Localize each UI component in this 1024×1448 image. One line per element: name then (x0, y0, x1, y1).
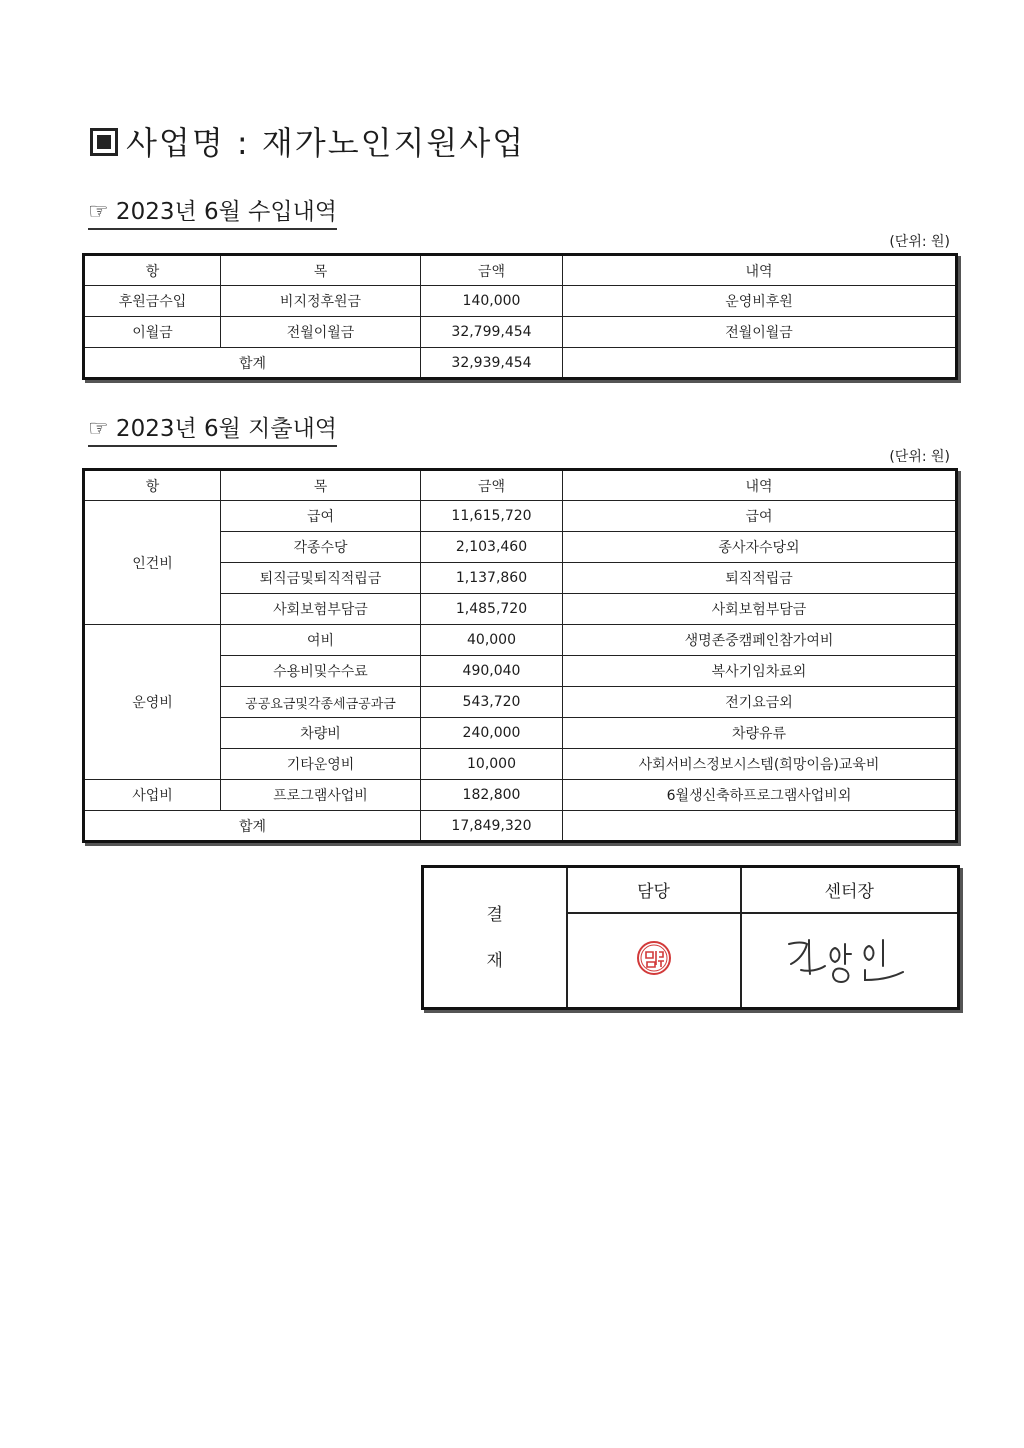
cell-amount: 10,000 (421, 749, 563, 780)
cell-mok: 여비 (221, 625, 421, 656)
cell-mok: 퇴직금및퇴직적립금 (221, 563, 421, 594)
cell-mok: 차량비 (221, 718, 421, 749)
cell-amount: 2,103,460 (421, 532, 563, 563)
page-title (90, 118, 525, 164)
expense-table (82, 468, 958, 843)
total-label: 합계 (84, 811, 421, 842)
cell-detail: 사회서비스정보시스템(희망이음)교육비 (563, 749, 957, 780)
approval-header-manager: 담당 (567, 867, 741, 913)
approval-label-bottom: 재 (486, 950, 503, 971)
table-header-row (84, 470, 957, 501)
cell-hang: 후원금수입 (84, 286, 221, 317)
cell-mok: 프로그램사업비 (221, 780, 421, 811)
cell-detail: 복사기임차료외 (563, 656, 957, 687)
cell-amount: 543,720 (421, 687, 563, 718)
cell-amount: 40,000 (421, 625, 563, 656)
cell-detail: 전월이월금 (563, 317, 957, 348)
cell-detail: 생명존중캠페인참가여비 (563, 625, 957, 656)
business-name: 재가노인지원사업 (261, 124, 526, 162)
header-amount: 금액 (421, 470, 563, 501)
cell-mok: 기타운영비 (221, 749, 421, 780)
cell-hang: 이월금 (84, 317, 221, 348)
cell-amount: 1,137,860 (421, 563, 563, 594)
cell-detail: 퇴직적립금 (563, 563, 957, 594)
cell-amount: 182,800 (421, 780, 563, 811)
cell-mok: 각종수당 (221, 532, 421, 563)
total-row (84, 348, 957, 379)
table-row (84, 286, 957, 317)
table-row (84, 625, 957, 656)
total-label: 합계 (84, 348, 421, 379)
total-row (84, 811, 957, 842)
total-detail (563, 811, 957, 842)
cell-mok: 수용비및수수료 (221, 656, 421, 687)
handwritten-signature-icon (779, 930, 919, 986)
total-amount: 17,849,320 (421, 811, 563, 842)
cell-detail: 6월생신축하프로그램사업비외 (563, 780, 957, 811)
expense-unit: (단위: 원) (889, 449, 950, 465)
cell-detail: 전기요금외 (563, 687, 957, 718)
cell-mok: 사회보험부담금 (221, 594, 421, 625)
cell-detail: 종사자수당외 (563, 532, 957, 563)
cell-mok: 전월이월금 (221, 317, 421, 348)
approval-box (421, 865, 960, 1010)
cell-hang: 인건비 (84, 501, 221, 625)
cell-amount: 240,000 (421, 718, 563, 749)
expense-heading: ☞ 2023년 6월 지출내역 (88, 410, 337, 447)
cell-amount: 11,615,720 (421, 501, 563, 532)
cell-mok: 공공요금및각종세금공과금 (221, 687, 421, 718)
table-row (84, 501, 957, 532)
cell-detail: 사회보험부담금 (563, 594, 957, 625)
header-hang: 항 (84, 470, 221, 501)
table-row (84, 780, 957, 811)
header-detail: 내역 (563, 470, 957, 501)
director-signature-cell (741, 913, 959, 1009)
cell-detail: 급여 (563, 501, 957, 532)
header-hang: 항 (84, 255, 221, 286)
cell-amount: 490,040 (421, 656, 563, 687)
approval-header-director: 센터장 (741, 867, 959, 913)
income-table (82, 253, 958, 380)
total-detail (563, 348, 957, 379)
header-mok: 목 (221, 470, 421, 501)
total-amount: 32,939,454 (421, 348, 563, 379)
header-amount: 금액 (421, 255, 563, 286)
square-bullet-icon (90, 128, 118, 156)
cell-amount: 140,000 (421, 286, 563, 317)
header-detail: 내역 (563, 255, 957, 286)
cell-hang: 사업비 (84, 780, 221, 811)
cell-mok: 비지정후원금 (221, 286, 421, 317)
cell-detail: 운영비후원 (563, 286, 957, 317)
manager-seal-cell (567, 913, 741, 1009)
title-prefix: 사업명 : (126, 124, 250, 162)
cell-hang: 운영비 (84, 625, 221, 780)
seal-stamp-icon (636, 940, 672, 976)
approval-label-top: 결 (486, 904, 503, 925)
cell-amount: 1,485,720 (421, 594, 563, 625)
cell-mok: 급여 (221, 501, 421, 532)
income-heading: ☞ 2023년 6월 수입내역 (88, 193, 337, 230)
header-mok: 목 (221, 255, 421, 286)
approval-label (423, 867, 567, 1009)
cell-detail: 차량유류 (563, 718, 957, 749)
cell-amount: 32,799,454 (421, 317, 563, 348)
income-unit: (단위: 원) (889, 234, 950, 250)
table-header-row (84, 255, 957, 286)
table-row (84, 317, 957, 348)
